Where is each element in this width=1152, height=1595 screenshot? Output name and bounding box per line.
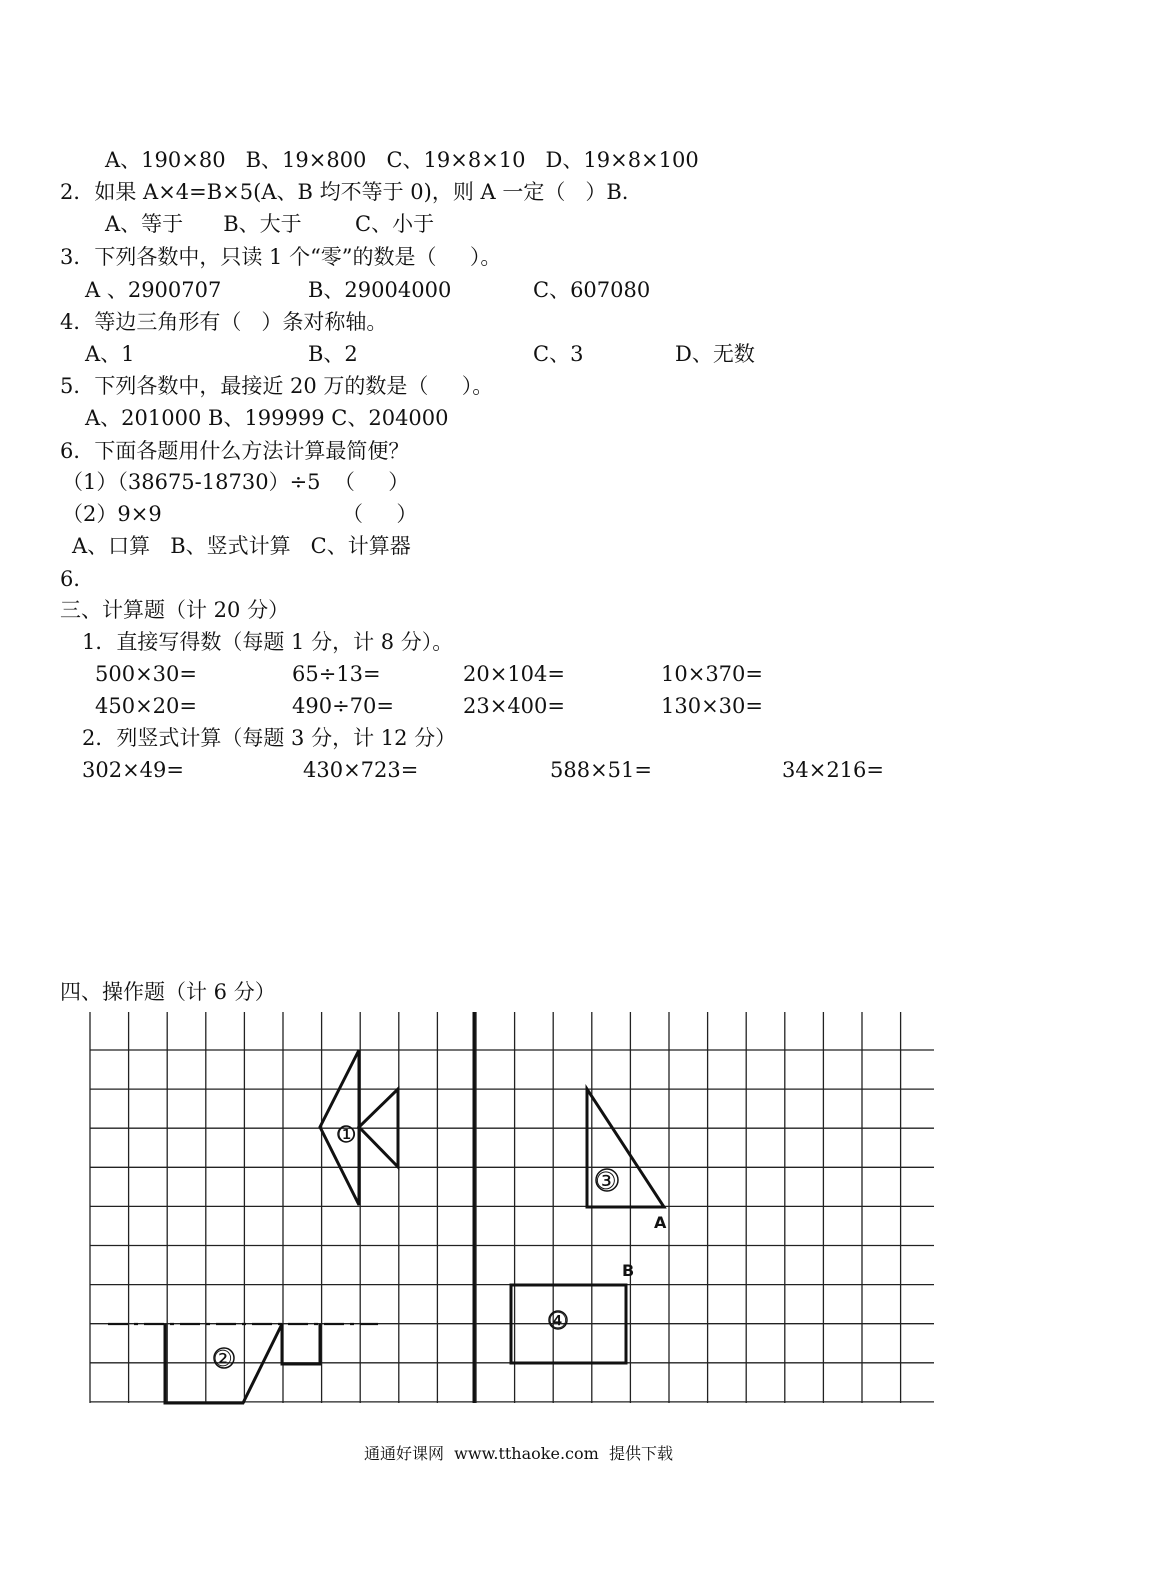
item-6-label: 6．	[60, 567, 95, 591]
vertical-calc-item: 34×216=	[782, 758, 884, 782]
calc-item: 20×104=	[463, 662, 565, 686]
shape-2	[108, 1324, 378, 1403]
options-q2: A、等于 B、大于 C、小于	[105, 212, 435, 236]
calc-item: 490÷70=	[292, 694, 394, 718]
options-q6: A、口算 B、竖式计算 C、计算器	[72, 534, 411, 558]
calc-item: 500×30=	[95, 662, 197, 686]
vertical-calc-item: 588×51=	[550, 758, 652, 782]
question-4: 4．等边三角形有（ ）条对称轴。	[60, 310, 388, 334]
shape-2-label: ②	[213, 1347, 233, 1372]
question-3: 3．下列各数中，只读 1 个“零”的数是（ ）。	[60, 245, 502, 269]
options-q5: A、201000 B、199999 C、204000	[85, 406, 449, 430]
shape-4-label-circle	[549, 1311, 567, 1329]
option-q3-b: B、29004000	[308, 278, 452, 302]
shape-3	[587, 1089, 664, 1207]
shape-1-label-circle	[338, 1126, 354, 1142]
question-6: 6．下面各题用什么方法计算最简便？	[60, 439, 410, 463]
page-footer: 通通好课网 www.tthaoke.com 提供下载	[364, 1444, 673, 1463]
shape-1-label: ①	[337, 1123, 357, 1148]
option-q4-d: D、无数	[675, 342, 755, 366]
calc-item: 450×20=	[95, 694, 197, 718]
section-4-heading: 四、操作题（计 6 分）	[60, 980, 276, 1004]
question-6-part-2: （2）9×9	[62, 502, 162, 526]
option-line-q1: A、190×80 B、19×800 C、19×8×10 D、19×8×100	[105, 148, 699, 172]
shape-3-label-circle	[596, 1169, 618, 1191]
vertical-calc-item: 302×49=	[82, 758, 184, 782]
option-q4-c: C、3	[533, 342, 584, 366]
option-q3-a: A 、2900707	[85, 278, 222, 302]
option-q3-c: C、607080	[533, 278, 651, 302]
calc-item: 65÷13=	[292, 662, 381, 686]
shape-3-label: ③	[595, 1167, 617, 1195]
shape-4-label: ④	[548, 1309, 568, 1334]
point-a-label: A	[654, 1213, 667, 1232]
option-q4-b: B、2	[308, 342, 358, 366]
vertical-calc-item: 430×723=	[303, 758, 419, 782]
question-6-part-2-blank: （ ）	[342, 502, 418, 526]
question-2: 2．如果 A×4=B×5(A、B 均不等于 0)，则 A 一定（ ）B.	[60, 180, 629, 204]
option-q4-a: A、1	[85, 342, 135, 366]
shape-2-label-circle	[214, 1348, 234, 1368]
section-3-heading: 三、计算题（计 20 分）	[60, 598, 290, 622]
point-b-label: B	[622, 1261, 635, 1280]
shape-4	[511, 1285, 626, 1363]
calc-item: 10×370=	[661, 662, 763, 686]
question-6-part-1: （1）（38675-18730）÷5 （ ）	[62, 470, 410, 494]
calc-part-1-title: 1．直接写得数（每题 1 分，计 8 分）。	[82, 630, 454, 654]
calc-item: 130×30=	[661, 694, 763, 718]
calc-part-2-title: 2．列竖式计算（每题 3 分，计 12 分）	[82, 726, 457, 750]
calc-item: 23×400=	[463, 694, 565, 718]
question-5: 5．下列各数中，最接近 20 万的数是（ ）。	[60, 374, 494, 398]
shape-1	[320, 1050, 398, 1205]
